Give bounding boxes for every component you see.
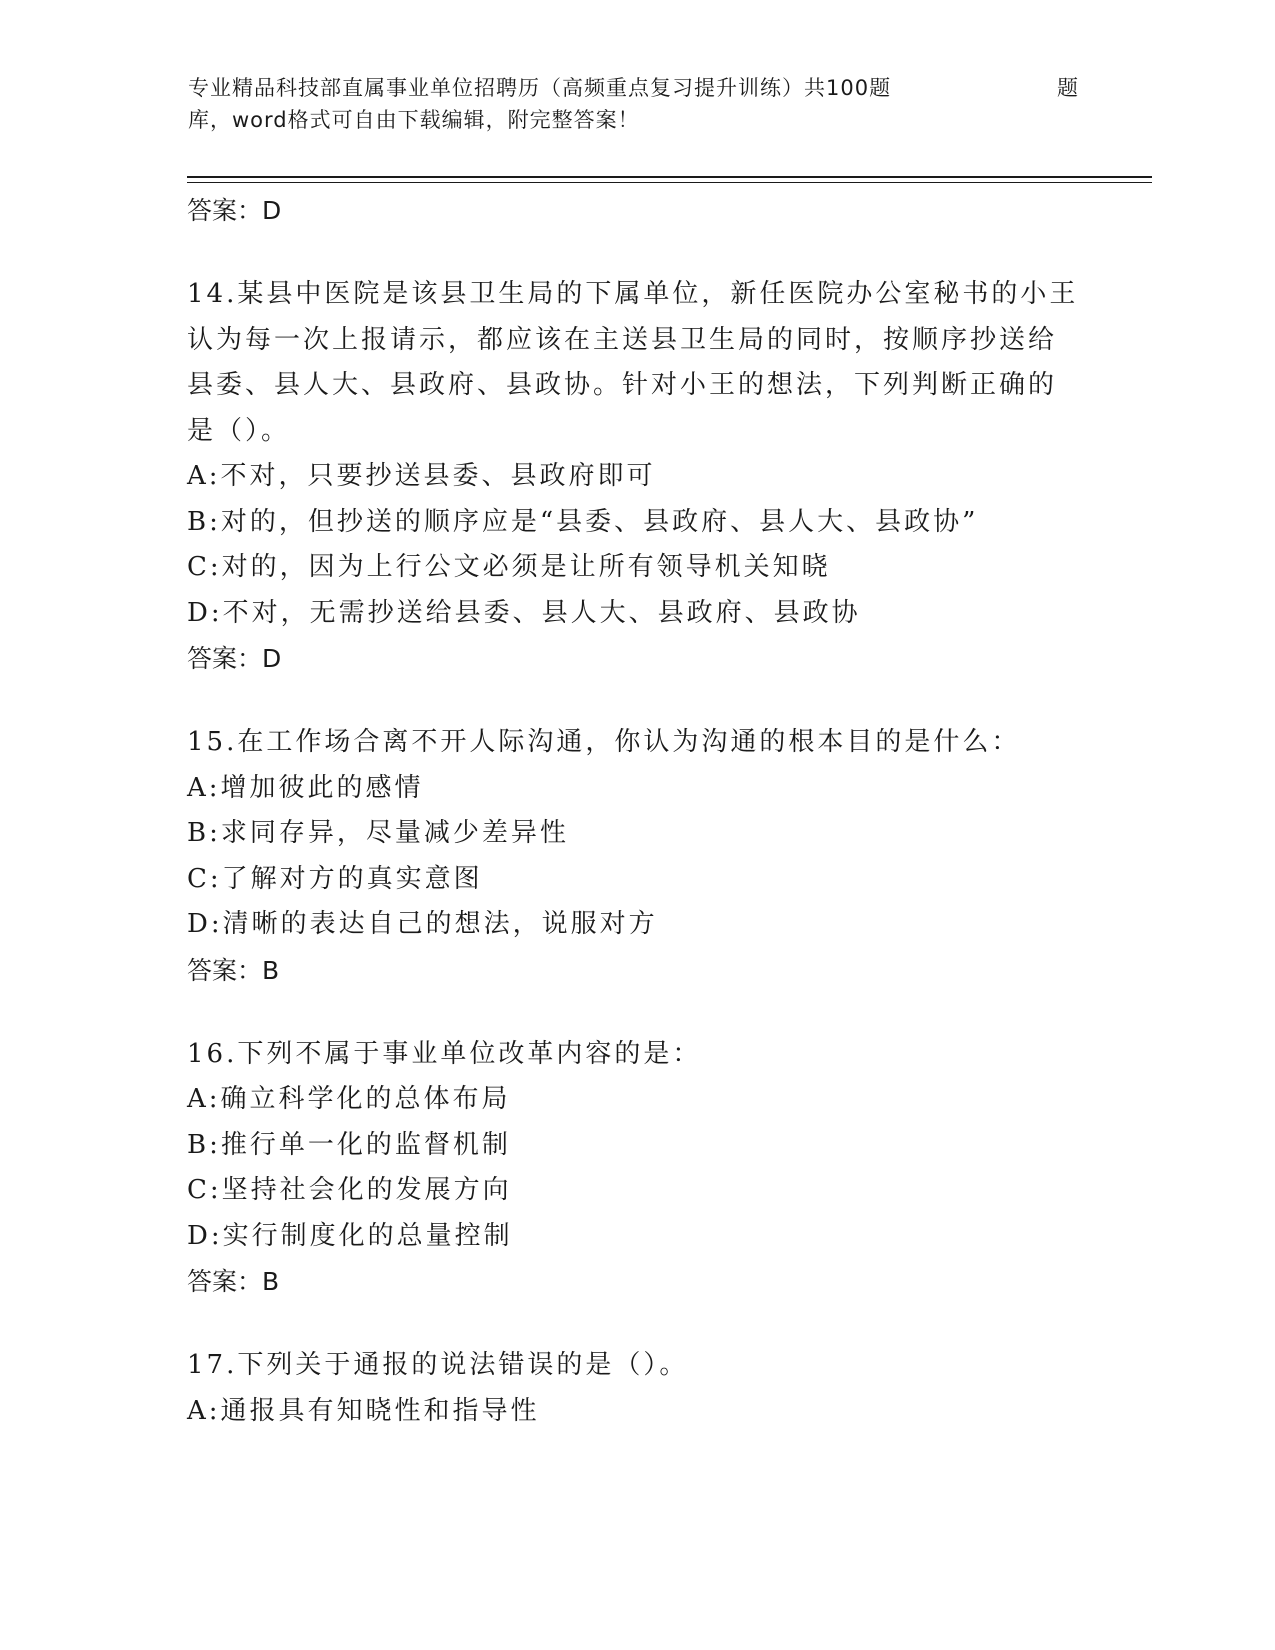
question-text-line: 14.某县中医院是该县卫生局的下属单位，新任医院办公室秘书的小王 bbox=[187, 279, 1079, 309]
question-text-line: 17.下列关于通报的说法错误的是（）。 bbox=[187, 1350, 689, 1380]
header-side-text: 题 bbox=[1057, 76, 1078, 100]
spacer bbox=[187, 994, 1087, 1032]
answer-line: 答案：B bbox=[187, 955, 280, 985]
option-a: A:增加彼此的感情 bbox=[187, 772, 424, 803]
question-text-line: 15.在工作场合离不开人际沟通，你认为沟通的根本目的是什么： bbox=[187, 727, 1021, 757]
option-c: C:了解对方的真实意图 bbox=[187, 863, 483, 894]
option-d: D:实行制度化的总量控制 bbox=[187, 1220, 513, 1251]
question-text-line: 是（）。 bbox=[187, 415, 291, 446]
page-header bbox=[188, 72, 1088, 136]
question-text-line: 认为每一次上报请示，都应该在主送县卫生局的同时，按顺序抄送给 bbox=[187, 324, 1058, 355]
question-block-15 bbox=[187, 720, 1087, 994]
option-c: C:对的，因为上行公文必须是让所有领导机关知晓 bbox=[187, 552, 831, 582]
spacer bbox=[187, 1305, 1087, 1343]
option-b: B:对的，但抄送的顺序应是“县委、县政府、县人大、县政协” bbox=[187, 506, 979, 537]
question-block-14 bbox=[187, 272, 1087, 682]
spacer bbox=[187, 234, 1087, 272]
option-b: B:推行单一化的监督机制 bbox=[187, 1129, 511, 1160]
question-content bbox=[187, 188, 1087, 1434]
header-divider-thin bbox=[187, 182, 1152, 183]
question-block-16 bbox=[187, 1032, 1087, 1306]
answer-line: 答案：B bbox=[187, 1267, 280, 1296]
option-d: D:不对，无需抄送给县委、县人大、县政府、县政协 bbox=[187, 597, 861, 628]
header-title-line-1: 专业精品科技部直属事业单位招聘历（高频重点复习提升训练）共100题 bbox=[188, 76, 892, 100]
spacer bbox=[187, 682, 1087, 720]
header-title-line-2: 库，word格式可自由下载编辑，附完整答案！ bbox=[188, 108, 640, 132]
question-block-17 bbox=[187, 1343, 1087, 1434]
option-c: C:坚持社会化的发展方向 bbox=[187, 1175, 512, 1205]
option-a: A:确立科学化的总体布局 bbox=[187, 1084, 511, 1114]
option-b: B:求同存异，尽量减少差异性 bbox=[187, 818, 569, 848]
option-a: A:不对，只要抄送县委、县政府即可 bbox=[187, 461, 656, 491]
question-text-line: 县委、县人大、县政府、县政协。针对小王的想法，下列判断正确的 bbox=[187, 370, 1058, 400]
answer-line: 答案：D bbox=[187, 644, 282, 673]
option-d: D:清晰的表达自己的想法，说服对方 bbox=[187, 909, 658, 939]
question-text-line: 16.下列不属于事业单位改革内容的是： bbox=[187, 1038, 702, 1069]
header-divider-thick bbox=[187, 176, 1152, 178]
option-a: A:通报具有知晓性和指导性 bbox=[187, 1395, 540, 1426]
previous-answer: 答案：D bbox=[187, 196, 282, 225]
